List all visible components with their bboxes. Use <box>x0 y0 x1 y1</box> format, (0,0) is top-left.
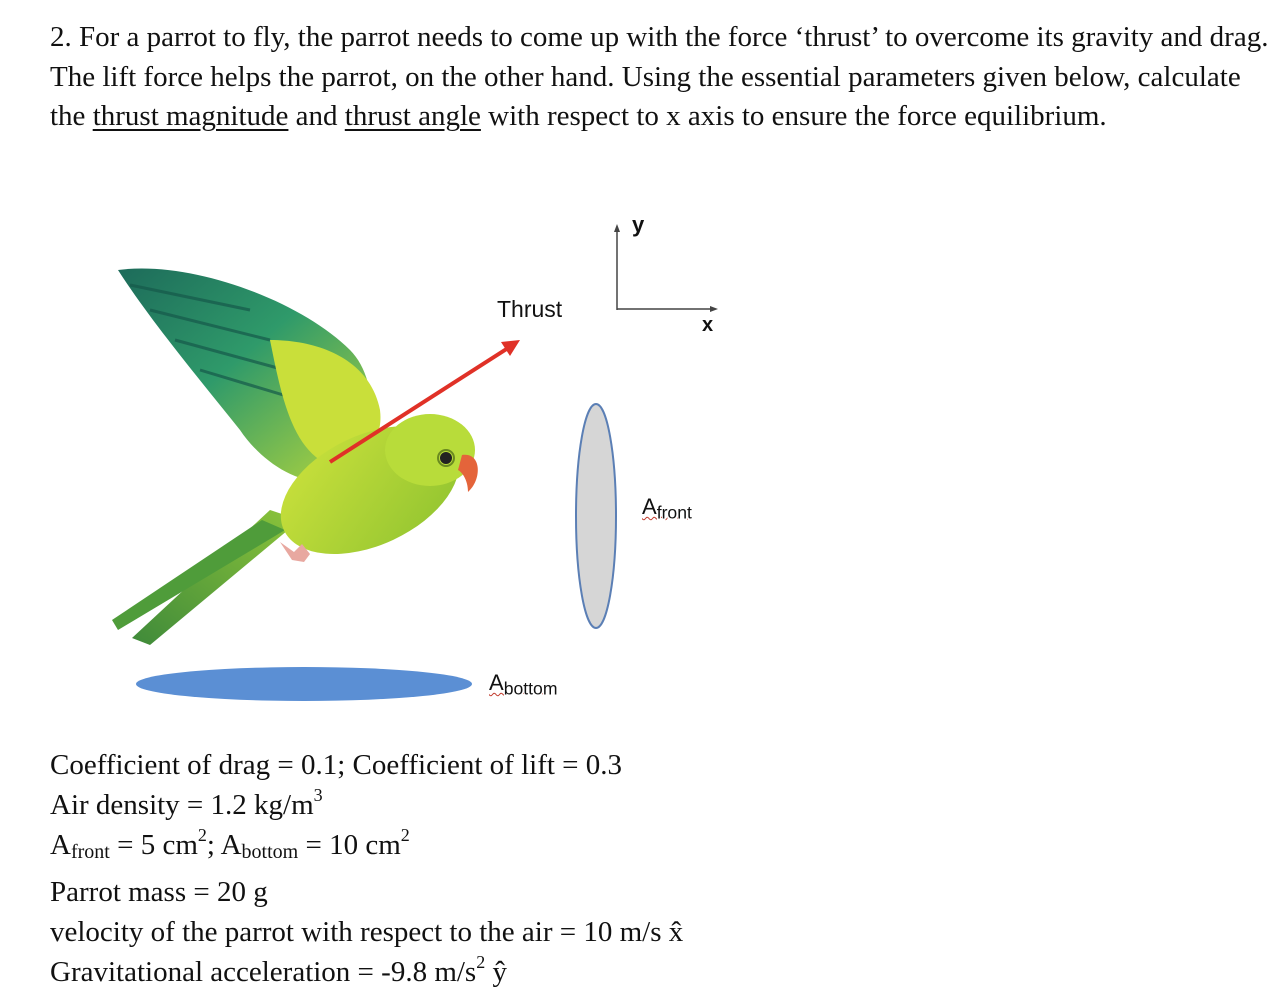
figure-drawing <box>0 190 1288 730</box>
abottom-label-sub: bottom <box>503 678 558 699</box>
parameters-list <box>50 745 683 992</box>
front-area-ellipse <box>576 404 616 628</box>
problem-number: 2. <box>50 21 72 53</box>
air-density-exponent: 3 <box>313 785 323 805</box>
x-axis-arrowhead <box>710 306 718 312</box>
thrust-label: Thrust <box>497 296 563 322</box>
areas-a2: ; A <box>206 829 242 861</box>
param-coefficients: Coefficient of drag = 0.1; Coefficient of lift = 0.3 <box>50 749 623 781</box>
x-axis-label: x <box>702 314 714 336</box>
param-velocity: velocity of the parrot with respect to the air = 10 m/s x̂ <box>50 916 684 948</box>
afront-label <box>642 494 692 523</box>
areas-front-sub: front <box>70 841 110 863</box>
afront-label-sub: front <box>656 502 692 523</box>
areas-bottom-value: = 10 cm <box>298 829 401 861</box>
bottom-area-ellipse <box>136 667 472 701</box>
coordinate-axes <box>614 224 718 312</box>
free-body-figure <box>0 190 1288 730</box>
air-density-text: Air density = 1.2 kg/m <box>50 789 314 821</box>
areas-bottom-sub: bottom <box>241 841 299 863</box>
problem-text-a: For a parrot to fly, the parrot needs to come up with the force ‘thrust’ to overcome its gravity and drag. The lift force helps the parrot, on the other hand. Using the essential parameters given below, calculate the <box>50 21 1269 132</box>
y-axis-label: y <box>632 212 645 237</box>
gravity-exponent: 2 <box>476 952 486 972</box>
problem-statement <box>50 18 1280 137</box>
parrot-illustration <box>112 268 479 645</box>
afront-label-main: A <box>642 494 657 519</box>
param-areas <box>50 825 683 872</box>
areas-front-exponent: 2 <box>197 825 207 845</box>
y-axis-arrowhead <box>614 224 620 232</box>
areas-front-value: = 5 cm <box>109 829 198 861</box>
param-air-density <box>50 785 683 825</box>
areas-a1: A <box>50 829 71 861</box>
param-gravity <box>50 952 683 992</box>
problem-text-b: and <box>295 100 338 132</box>
underlined-thrust-angle: thrust angle <box>344 100 481 132</box>
gravity-text: Gravitational acceleration = -9.8 m/s <box>50 956 477 988</box>
abottom-label <box>489 670 557 699</box>
parrot-tail-feather <box>112 520 285 630</box>
gravity-unit-vector: ŷ <box>485 956 507 988</box>
areas-bottom-exponent: 2 <box>400 825 410 845</box>
underlined-thrust-magnitude: thrust magnitude <box>92 100 289 132</box>
param-parrot-mass: Parrot mass = 20 g <box>50 876 268 908</box>
parrot-head <box>385 414 475 486</box>
problem-text-c: with respect to x axis to ensure the force equilibrium. <box>488 100 1107 132</box>
abottom-label-main: A <box>489 670 504 695</box>
parrot-eye <box>440 452 452 464</box>
